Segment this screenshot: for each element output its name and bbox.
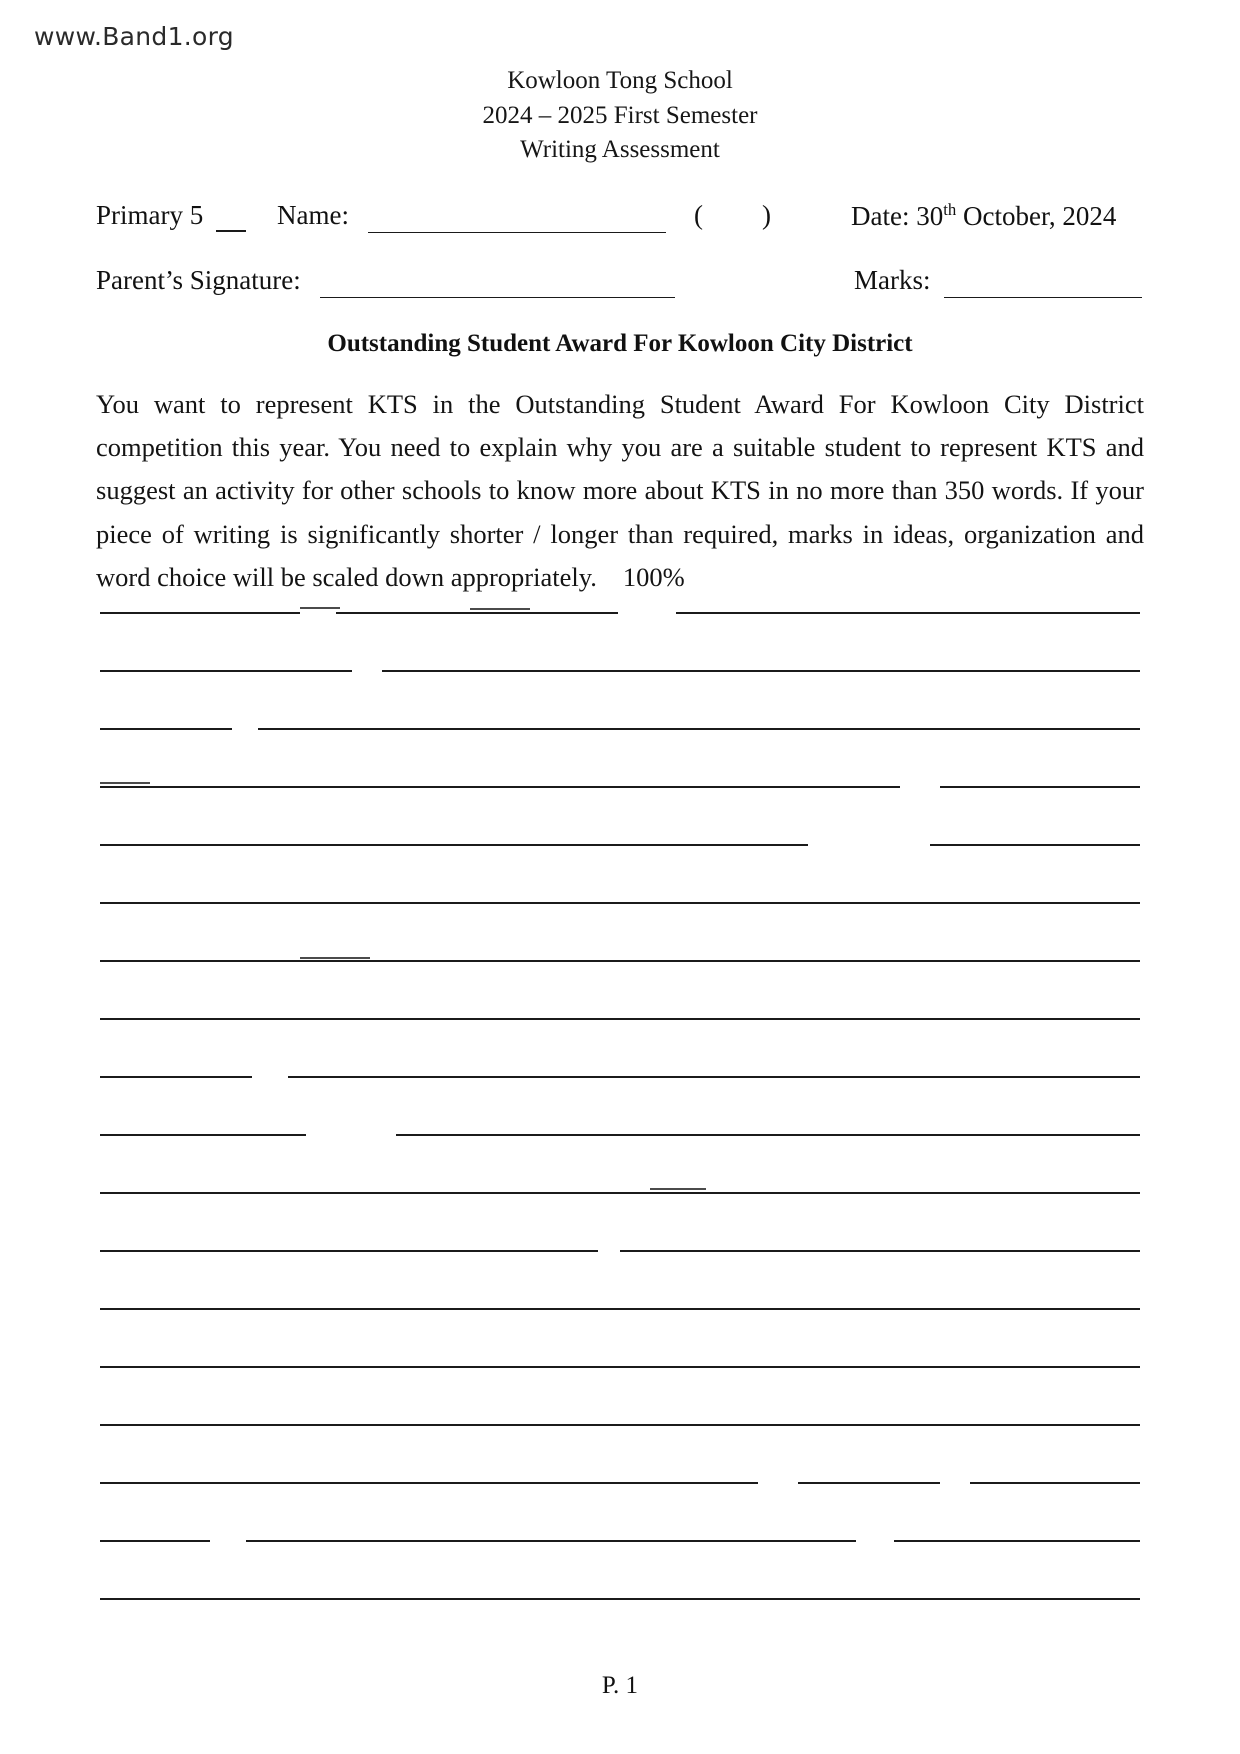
scan-artifact	[300, 611, 336, 615]
class-label: Primary 5	[96, 200, 204, 230]
school-name: Kowloon Tong School	[507, 67, 733, 94]
date-value: 30th October, 2024	[916, 200, 1117, 231]
scan-artifact	[306, 1133, 396, 1137]
marks-blank[interactable]	[944, 297, 1142, 298]
writing-line[interactable]	[100, 786, 1140, 788]
document-heading	[0, 64, 1240, 168]
scan-artifact	[300, 607, 340, 609]
marks-label: Marks:	[854, 265, 931, 295]
site-url-watermark: www.Band1.org	[34, 22, 234, 51]
writing-line[interactable]	[100, 902, 1140, 904]
class-number-bracket-close: )	[762, 200, 771, 230]
writing-line[interactable]	[100, 1308, 1140, 1310]
class-number-blank[interactable]	[216, 230, 246, 232]
writing-line[interactable]	[100, 1424, 1140, 1426]
writing-line[interactable]	[100, 960, 1140, 962]
semester-line: 2024 – 2025 First Semester	[482, 101, 758, 129]
writing-line[interactable]	[100, 1134, 1140, 1136]
scan-artifact	[252, 1075, 288, 1079]
writing-line[interactable]	[100, 1192, 1140, 1194]
writing-line[interactable]	[100, 1482, 1140, 1484]
scan-artifact	[470, 608, 530, 610]
writing-line[interactable]	[100, 1598, 1140, 1600]
parent-signature-label: Parent’s Signature:	[96, 265, 301, 295]
scan-artifact	[758, 1481, 798, 1485]
student-info-row	[0, 200, 1240, 240]
assessment-type: Writing Assessment	[520, 136, 720, 163]
parent-signature-blank[interactable]	[320, 297, 675, 298]
writing-line[interactable]	[100, 1366, 1140, 1368]
scan-artifact	[352, 669, 382, 673]
writing-line[interactable]	[100, 844, 1140, 846]
date-label: Date:	[851, 201, 910, 231]
task-weight: 100%	[622, 561, 685, 592]
scan-artifact	[100, 782, 150, 784]
date-field	[851, 200, 1116, 232]
scan-artifact	[808, 843, 930, 847]
name-blank[interactable]	[368, 232, 666, 233]
writing-line[interactable]	[100, 1250, 1140, 1252]
task-instructions	[96, 383, 1144, 599]
name-label: Name:	[277, 200, 349, 230]
scan-artifact	[900, 785, 940, 789]
scan-artifact	[210, 1539, 246, 1543]
scan-artifact	[300, 957, 370, 959]
scan-artifact	[856, 1539, 894, 1543]
writing-line[interactable]	[100, 670, 1140, 672]
writing-line[interactable]	[100, 1540, 1140, 1542]
scan-artifact	[940, 1481, 970, 1485]
page-number: P. 1	[601, 1672, 639, 1699]
task-title: Outstanding Student Award For Kowloon City District	[327, 330, 913, 357]
signature-marks-row	[0, 265, 1240, 305]
scan-artifact	[618, 611, 676, 615]
scan-artifact	[598, 1249, 620, 1253]
answer-lines-area[interactable]	[0, 612, 1240, 1662]
scan-artifact	[650, 1188, 706, 1190]
instructions-text: You want to represent KTS in the Outstanding Student Award For Kowloon City District competition this year. You need to explain why you are a suitable student to represent KTS and suggest an activity for other schools to know more about KTS in no more than 350 words. If your piece of writing is significantly shorter / longer than required, marks in ideas, organization and word choice will be scaled down appropriately.	[96, 389, 1144, 592]
writing-line[interactable]	[100, 1018, 1140, 1020]
class-number-bracket-open: (	[694, 200, 703, 230]
scan-artifact	[232, 727, 258, 731]
